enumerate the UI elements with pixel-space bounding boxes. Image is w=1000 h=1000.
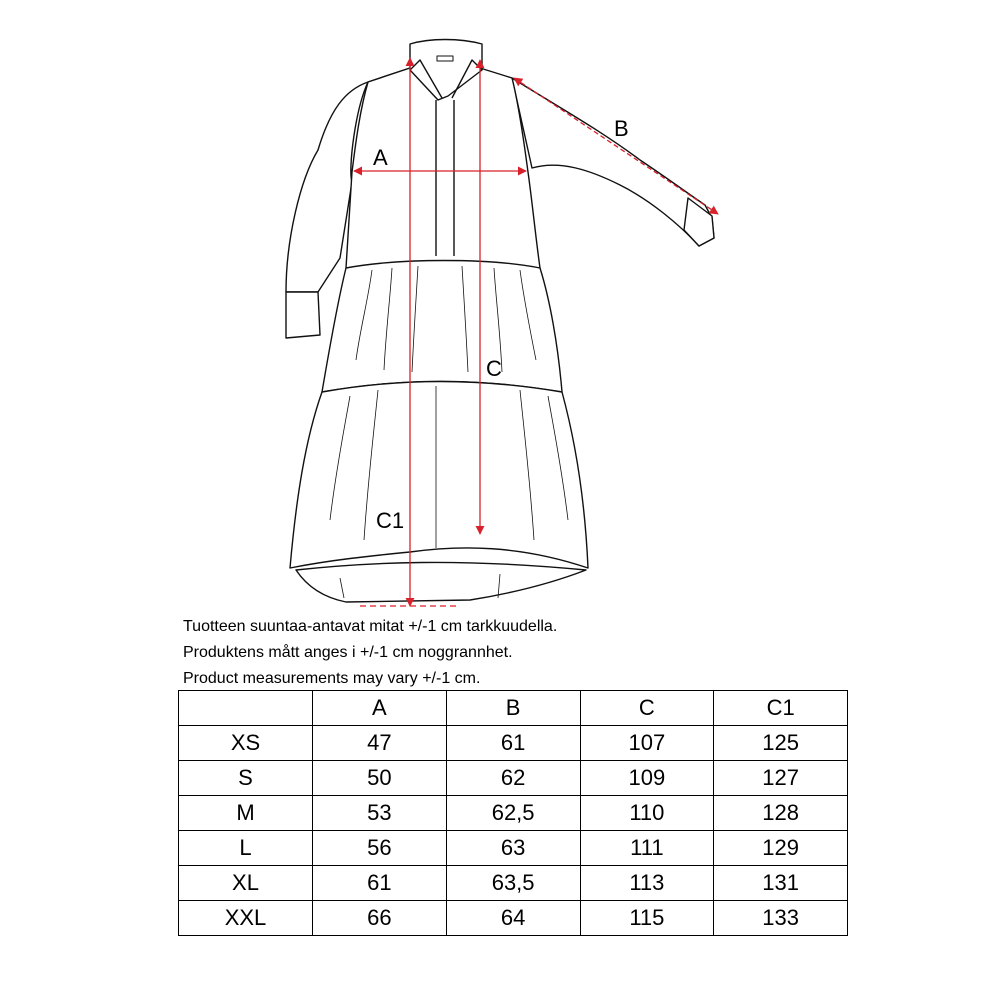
value-c: 113: [580, 866, 714, 901]
value-a: 61: [313, 866, 447, 901]
table-row: [179, 901, 848, 936]
table-row: [179, 796, 848, 831]
value-b: 61: [446, 726, 580, 761]
note-english: Product measurements may vary +/-1 cm.: [183, 670, 481, 687]
value-c1: 133: [714, 901, 848, 936]
measurement-notes: [183, 614, 883, 692]
label-c1: C1: [376, 508, 405, 533]
value-c: 107: [580, 726, 714, 761]
size-chart-table: [178, 690, 848, 936]
value-c: 109: [580, 761, 714, 796]
table-row: [179, 761, 848, 796]
bottom-tier: [290, 382, 588, 569]
size-cell: M: [179, 796, 313, 831]
size-cell: XL: [179, 866, 313, 901]
table-row: [179, 831, 848, 866]
middle-tier: [322, 261, 562, 393]
size-cell: L: [179, 831, 313, 866]
value-c1: 131: [714, 866, 848, 901]
dress-outline: [286, 40, 714, 603]
value-c: 115: [580, 901, 714, 936]
table-header-row: [179, 691, 848, 726]
under-layer: [296, 562, 586, 602]
value-c1: 128: [714, 796, 848, 831]
table-row: [179, 726, 848, 761]
value-a: 47: [313, 726, 447, 761]
value-b: 63: [446, 831, 580, 866]
size-cell: XS: [179, 726, 313, 761]
value-b: 62,5: [446, 796, 580, 831]
note-finnish: Tuotteen suuntaa-antavat mitat +/-1 cm tarkkuudella.: [183, 618, 558, 635]
label-b: B: [614, 116, 629, 141]
size-cell: S: [179, 761, 313, 796]
value-c: 111: [580, 831, 714, 866]
header-c1: C1: [714, 691, 848, 726]
label-a: A: [373, 145, 388, 170]
value-c1: 127: [714, 761, 848, 796]
value-a: 56: [313, 831, 447, 866]
value-b: 62: [446, 761, 580, 796]
size-cell: XXL: [179, 901, 313, 936]
value-b: 64: [446, 901, 580, 936]
value-c1: 129: [714, 831, 848, 866]
header-a: A: [313, 691, 447, 726]
table-row: [179, 866, 848, 901]
value-c: 110: [580, 796, 714, 831]
label-c: C: [486, 356, 502, 381]
header-b: B: [446, 691, 580, 726]
value-c1: 125: [714, 726, 848, 761]
right-sleeve: [512, 78, 714, 246]
header-size: [179, 691, 313, 726]
note-swedish: Produktens mått anges i +/-1 cm noggrannhet.: [183, 644, 513, 661]
header-c: C: [580, 691, 714, 726]
value-a: 66: [313, 901, 447, 936]
value-a: 53: [313, 796, 447, 831]
value-b: 63,5: [446, 866, 580, 901]
left-cuff: [286, 292, 320, 338]
value-a: 50: [313, 761, 447, 796]
